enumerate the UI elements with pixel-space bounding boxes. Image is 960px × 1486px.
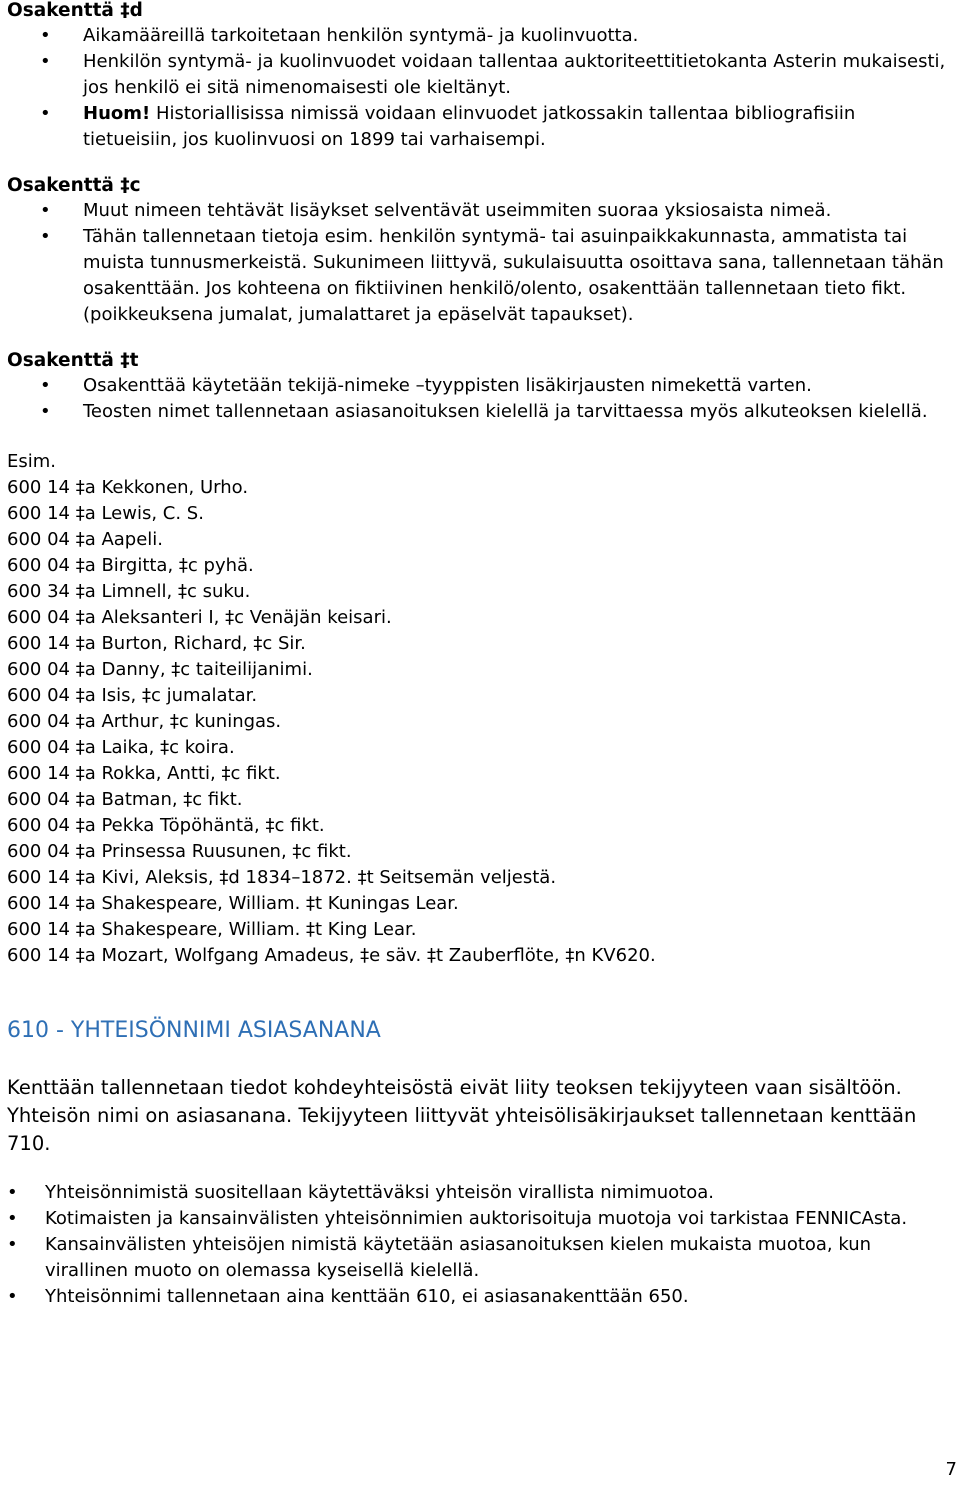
section-d-heading: Osakenttä ‡d [7,0,143,21]
list-item [7,49,953,101]
example-line: 600 04 ‡a Aleksanteri I, ‡c Venäjän keisari. [7,607,392,628]
section-610-heading: 610 - YHTEISÖNNIMI ASIASANANA [7,1018,381,1043]
examples-label: Esim. [7,451,57,472]
list-item: • Yhteisönnimi tallennetaan aina kenttään 610, ei asiasanakenttään 650. [7,1284,953,1310]
example-line: 600 14 ‡a Lewis, C. S. [7,503,204,524]
list-item: • Kansainvälisten yhteisöjen nimistä käytetään asiasanoituksen kielen mukaista muotoa, kun virallinen muoto on olemassa kyseisellä kielellä. [7,1232,953,1284]
list-item [7,101,953,153]
page-number: 7 [945,1459,957,1480]
example-line: 600 14 ‡a Rokka, Antti, ‡c fikt. [7,763,281,784]
section-610-list [7,1180,953,1310]
example-line: 600 04 ‡a Aapeli. [7,529,164,550]
section-t-heading: Osakenttä ‡t [7,350,139,371]
example-line: 600 14 ‡a Kivi, Aleksis, ‡d 1834–1872. ‡t Seitsemän veljestä. [7,867,557,888]
examples-block [7,449,953,969]
example-line: 600 34 ‡a Limnell, ‡c suku. [7,581,251,602]
list-item-text: Aikamääreillä tarkoitetaan henkilön syntymä- ja kuolinvuotta. [83,25,639,46]
list-item: • Tähän tallennetaan tietoja esim. henkilön syntymä- tai asuinpaikkakunnasta, ammatista tai muista tunnusmerkeistä. Sukunimeen liittyvä, sukulaisuutta osoittava sana, tallennetaan tähän osakenttään. Jos kohteena on fiktiivinen henkilö/olento, osakenttään tallennetaan tieto fikt. (poikkeuksena jumalat, jumalattaret ja epäselvät tapaukset). [7,224,953,328]
section-d-list [7,23,953,153]
list-item: • Kotimaisten ja kansainvälisten yhteisönnimien auktorisoituja muotoja voi tarkistaa FENNICAsta. [7,1206,953,1232]
example-line: 600 04 ‡a Isis, ‡c jumalatar. [7,685,258,706]
document-page [7,0,953,1310]
list-item: • Osakenttää käytetään tekijä-nimeke –tyyppisten lisäkirjausten nimekettä varten. [7,373,953,399]
example-line: 600 14 ‡a Burton, Richard, ‡c Sir. [7,633,306,654]
example-line: 600 14 ‡a Shakespeare, William. ‡t King Lear. [7,919,417,940]
list-item-text: Historiallisissa nimissä voidaan elinvuodet jatkossakin tallentaa bibliografisiin tietueisiin, jos kuolinvuosi on 1899 tai varhaisempi. [83,103,856,150]
bold-prefix: Huom! [83,103,151,124]
example-line: 600 14 ‡a Shakespeare, William. ‡t Kuningas Lear. [7,893,459,914]
section-t-list [7,373,953,425]
example-line: 600 04 ‡a Prinsessa Ruusunen, ‡c fikt. [7,841,352,862]
example-line: 600 14 ‡a Kekkonen, Urho. [7,477,249,498]
example-line: 600 14 ‡a Mozart, Wolfgang Amadeus, ‡e säv. ‡t Zauberflöte, ‡n KV620. [7,945,656,966]
example-line: 600 04 ‡a Arthur, ‡c kuningas. [7,711,282,732]
list-item-text: Henkilön syntymä- ja kuolinvuodet voidaan tallentaa auktoriteettitietokanta Asterin mukaisesti, jos henkilö ei sitä nimenomaisesti ole kieltänyt. [83,51,946,98]
example-line: 600 04 ‡a Batman, ‡c fikt. [7,789,243,810]
example-lines [7,475,953,969]
example-line: 600 04 ‡a Pekka Töpöhäntä, ‡c fikt. [7,815,325,836]
example-line: 600 04 ‡a Laika, ‡c koira. [7,737,235,758]
section-610-paragraph: Kenttään tallennetaan tiedot kohdeyhteisöstä eivät liity teoksen tekijyyteen vaan sisältöön. Yhteisön nimi on asiasanana. Tekijyyteen liittyvät yhteisölisäkirjaukset tallennetaan kenttään 710. [7,1076,917,1155]
section-c-list [7,198,953,328]
list-item: • Muut nimeen tehtävät lisäykset selventävät useimmiten suoraa yksiosaista nimeä. [7,198,953,224]
example-line: 600 04 ‡a Birgitta, ‡c pyhä. [7,555,254,576]
list-item: • Teosten nimet tallennetaan asiasanoituksen kielellä ja tarvittaessa myös alkuteoksen kielellä. [7,399,953,425]
list-item [7,23,953,49]
example-line: 600 04 ‡a Danny, ‡c taiteilijanimi. [7,659,313,680]
list-item: • Yhteisönnimistä suositellaan käytettäväksi yhteisön virallista nimimuotoa. [7,1180,953,1206]
section-c-heading: Osakenttä ‡c [7,175,141,196]
